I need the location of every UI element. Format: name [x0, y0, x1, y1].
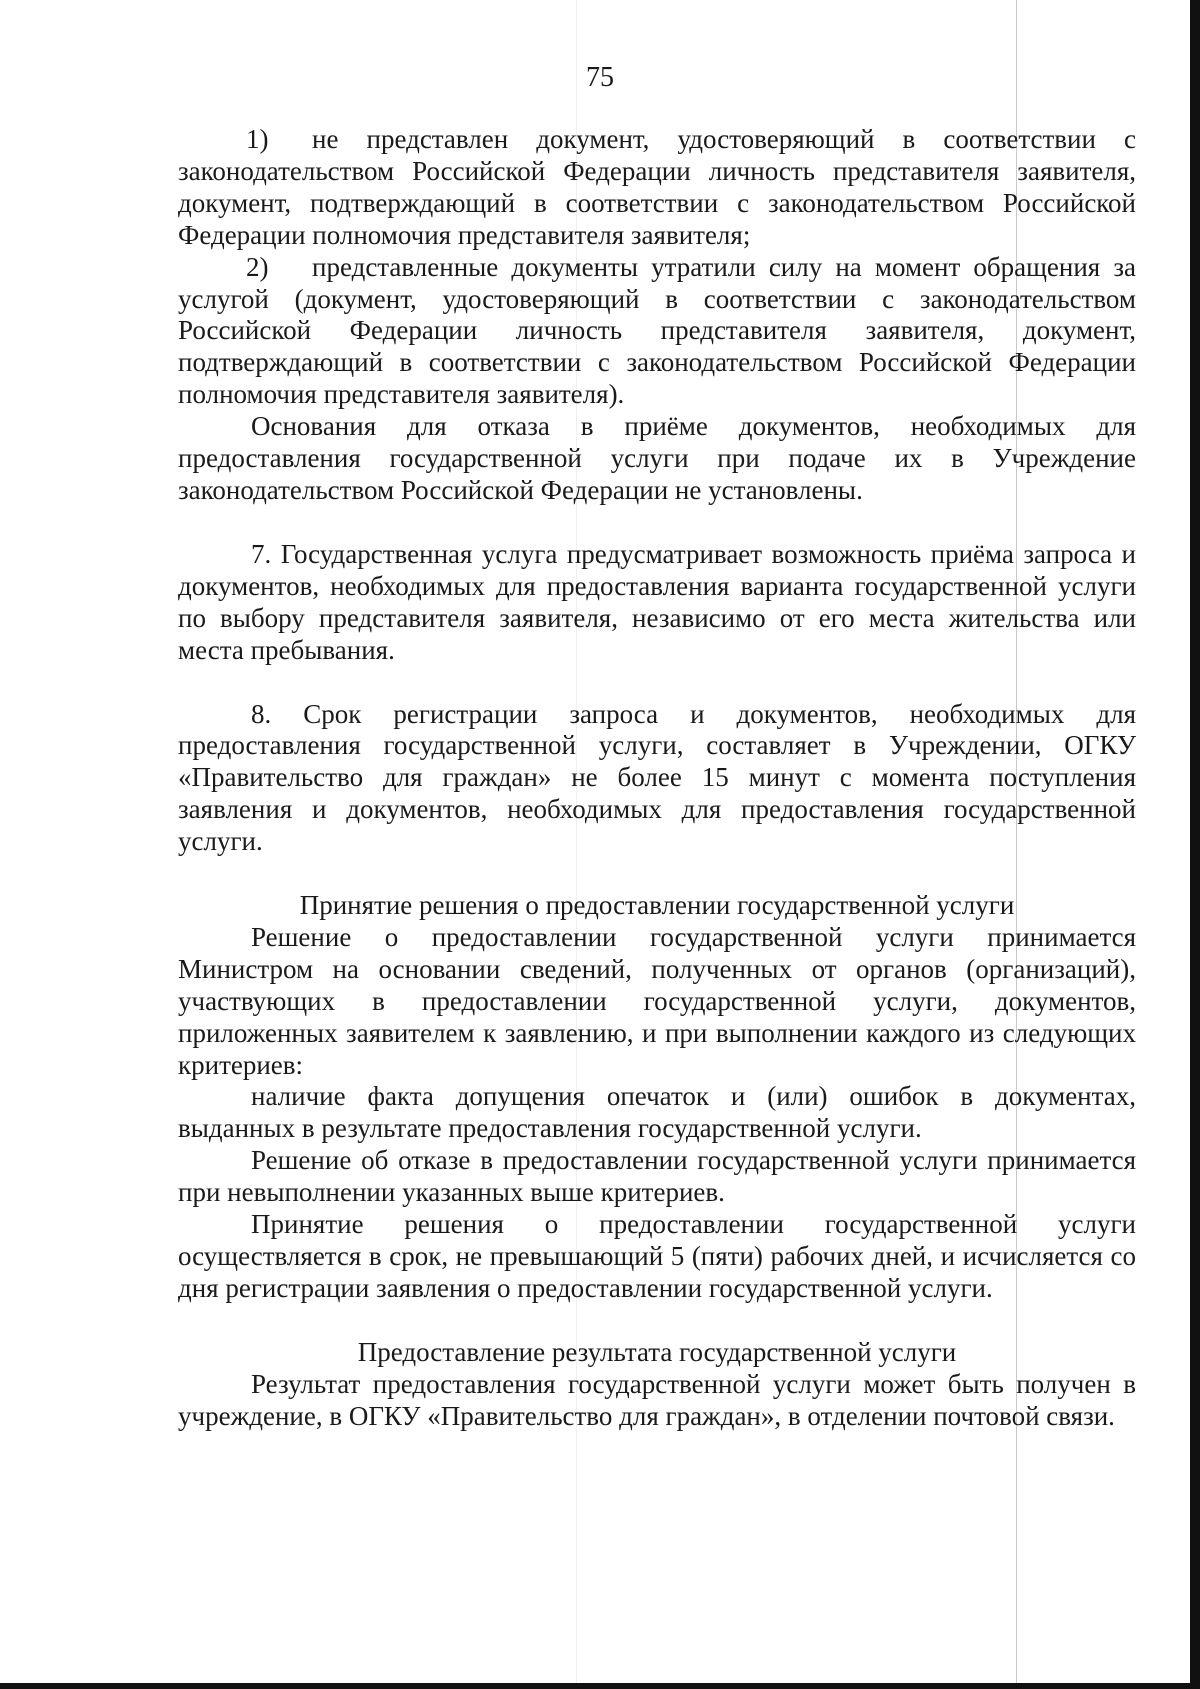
spacer — [178, 507, 1136, 539]
result-paragraph-1: Результат предоставления государственной услуги может быть получен в учреждение, в ОГКУ «Правительство для граждан», в отделении почтовой связи. — [178, 1368, 1136, 1431]
spacer — [178, 1305, 1136, 1337]
list-item-1-text: не представлен документ, удостоверяющий в соответствии с законодательством Российской Федерации личность представителя заявителя, документ, подтверждающий в соответствии с законодательством Российской Федерации полномочия представителя заявителя; — [178, 124, 1136, 250]
list-item-2 — [178, 252, 1136, 412]
paragraph-7: 7. Государственная услуга предусматривает возможность приёма запроса и документов, необходимых для предоставления варианта государственной услуги по выбору представителя заявителя, независимо от его места жительства или места пребывания. — [178, 538, 1136, 665]
page-number: 75 — [586, 62, 614, 93]
spacer — [178, 667, 1136, 699]
scan-edge-bottom — [0, 1683, 1200, 1689]
decision-paragraph-3: Решение об отказе в предоставлении государственной услуги принимается при невыполнении указанных выше критериев. — [178, 1145, 1136, 1208]
paragraph-8: 8. Срок регистрации запроса и документов, необходимых для предоставления государственной услуги, составляет в Учреждении, ОГКУ «Правительство для граждан» не более 15 минут с момента поступления заявления и документов, необходимых для предоставления государственной услуги. — [178, 698, 1136, 857]
decision-paragraph-1: Решение о предоставлении государственной услуги принимается Министром на основании сведений, полученных от органов (организаций), участвующих в предоставлении государственной услуги, документов, приложенных заявителем к заявлению, и при выполнении каждого из следующих критериев: — [178, 921, 1136, 1080]
list-item-1-number: 1) — [246, 124, 269, 154]
decision-paragraph-2: наличие факта допущения опечаток и (или) ошибок в документах, выданных в результате предоставления государственной услуги. — [178, 1081, 1136, 1144]
spacer — [178, 858, 1136, 890]
section-heading-decision: Принятие решения о предоставлении государственной услуги — [299, 890, 1015, 921]
decision-paragraph-4: Принятие решения о предоставлении государственной услуги осуществляется в срок, не превышающий 5 (пяти) рабочих дней, и исчисляется со дня регистрации заявления о предоставлении государственной услуги. — [178, 1209, 1136, 1303]
list-item-2-number: 2) — [246, 251, 269, 282]
paragraph-grounds: Основания для отказа в приёме документов, необходимых для предоставления государственной услуги при подаче их в Учреждение законодательством Российской Федерации не установлены. — [178, 411, 1136, 505]
document-body — [178, 124, 1136, 1433]
list-item-2-text: представленные документы утратили силу на момент обращения за услугой (документ, удостоверяющий в соответствии с законодательством Российской Федерации личность представителя заявителя, документ, подтверждающий в соответствии с законодательством Российской Федерации полномочия представителя заявителя). — [178, 251, 1136, 410]
scan-edge-right — [1190, 0, 1200, 1689]
list-item-1 — [178, 124, 1136, 252]
section-heading-result: Предоставление результата государственной услуги — [357, 1336, 957, 1367]
